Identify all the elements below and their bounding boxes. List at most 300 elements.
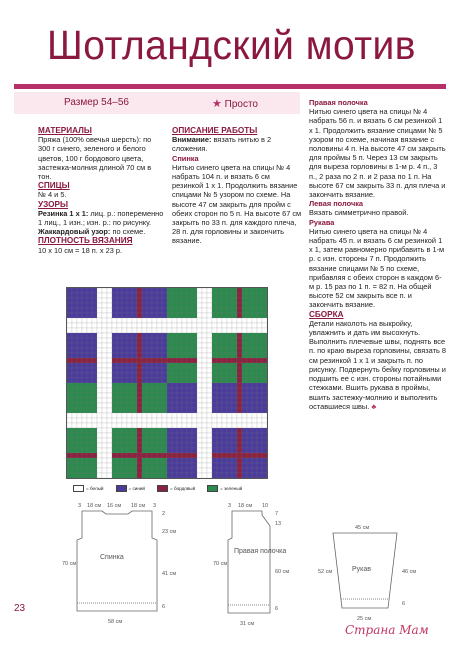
chart-cell bbox=[167, 358, 172, 363]
chart-cell bbox=[92, 403, 97, 408]
chart-cell bbox=[127, 303, 132, 308]
chart-cell bbox=[187, 453, 192, 458]
chart-cell bbox=[112, 428, 117, 433]
chart-cell bbox=[222, 453, 227, 458]
fronts-column bbox=[309, 98, 446, 411]
chart-cell bbox=[92, 373, 97, 378]
chart-cell bbox=[102, 393, 107, 398]
chart-cell bbox=[117, 338, 122, 343]
chart-cell bbox=[227, 348, 232, 353]
title-divider bbox=[14, 84, 446, 89]
chart-cell bbox=[252, 448, 257, 453]
chart-cell bbox=[212, 288, 217, 293]
chart-cell bbox=[127, 423, 132, 428]
chart-cell bbox=[87, 348, 92, 353]
chart-cell bbox=[212, 333, 217, 338]
chart-cell bbox=[172, 348, 177, 353]
chart-cell bbox=[137, 358, 142, 363]
chart-cell bbox=[207, 363, 212, 368]
chart-cell bbox=[167, 463, 172, 468]
chart-cell bbox=[117, 328, 122, 333]
chart-cell bbox=[237, 363, 242, 368]
chart-cell bbox=[167, 443, 172, 448]
chart-cell bbox=[177, 438, 182, 443]
chart-cell bbox=[247, 433, 252, 438]
chart-cell bbox=[172, 368, 177, 373]
chart-cell bbox=[147, 313, 152, 318]
chart-cell bbox=[97, 308, 102, 313]
legend-swatch-burgundy bbox=[157, 485, 168, 492]
legend-swatch-green bbox=[207, 485, 218, 492]
chart-cell bbox=[217, 303, 222, 308]
chart-cell bbox=[92, 388, 97, 393]
chart-cell bbox=[72, 293, 77, 298]
chart-cell bbox=[242, 363, 247, 368]
chart-cell bbox=[207, 358, 212, 363]
chart-cell bbox=[262, 468, 267, 473]
chart-cell bbox=[177, 468, 182, 473]
chart-cell bbox=[157, 408, 162, 413]
chart-cell bbox=[147, 438, 152, 443]
chart-cell bbox=[122, 473, 127, 478]
chart-cell bbox=[92, 338, 97, 343]
chart-cell bbox=[197, 358, 202, 363]
chart-cell bbox=[187, 398, 192, 403]
chart-cell bbox=[102, 363, 107, 368]
chart-cell bbox=[117, 373, 122, 378]
chart-cell bbox=[242, 448, 247, 453]
chart-cell bbox=[257, 328, 262, 333]
chart-cell bbox=[262, 473, 267, 478]
chart-cell bbox=[222, 288, 227, 293]
chart-cell bbox=[117, 378, 122, 383]
chart-cell bbox=[67, 308, 72, 313]
chart-cell bbox=[67, 358, 72, 363]
chart-cell bbox=[177, 458, 182, 463]
chart-cell bbox=[237, 393, 242, 398]
chart-cell bbox=[227, 368, 232, 373]
chart-cell bbox=[192, 318, 197, 323]
chart-cell bbox=[82, 463, 87, 468]
chart-cell bbox=[127, 453, 132, 458]
chart-cell bbox=[132, 298, 137, 303]
chart-cell bbox=[197, 363, 202, 368]
chart-cell bbox=[232, 438, 237, 443]
chart-cell bbox=[167, 348, 172, 353]
chart-cell bbox=[162, 423, 167, 428]
front-top-dim-3: 10 bbox=[262, 503, 269, 509]
chart-cell bbox=[132, 413, 137, 418]
chart-cell bbox=[117, 303, 122, 308]
chart-cell bbox=[77, 453, 82, 458]
chart-cell bbox=[197, 438, 202, 443]
chart-cell bbox=[152, 428, 157, 433]
chart-cell bbox=[87, 413, 92, 418]
chart-cell bbox=[147, 388, 152, 393]
chart-cell bbox=[257, 368, 262, 373]
chart-cell bbox=[72, 433, 77, 438]
chart-cell bbox=[107, 383, 112, 388]
chart-cell bbox=[257, 343, 262, 348]
chart-cell bbox=[77, 313, 82, 318]
chart-cell bbox=[262, 418, 267, 423]
chart-cell bbox=[217, 388, 222, 393]
chart-cell bbox=[127, 458, 132, 463]
chart-cell bbox=[242, 338, 247, 343]
chart-cell bbox=[127, 388, 132, 393]
legend-item-green: = зеленый bbox=[207, 485, 242, 492]
chart-cell bbox=[247, 418, 252, 423]
chart-cell bbox=[72, 463, 77, 468]
chart-cell bbox=[167, 403, 172, 408]
chart-cell bbox=[162, 368, 167, 373]
chart-cell bbox=[97, 288, 102, 293]
chart-cell bbox=[157, 358, 162, 363]
chart-cell bbox=[177, 448, 182, 453]
chart-cell bbox=[157, 403, 162, 408]
chart-cell bbox=[67, 363, 72, 368]
chart-cell bbox=[247, 338, 252, 343]
chart-cell bbox=[257, 348, 262, 353]
chart-cell bbox=[212, 368, 217, 373]
chart-cell bbox=[137, 368, 142, 373]
chart-cell bbox=[117, 383, 122, 388]
chart-cell bbox=[72, 378, 77, 383]
chart-cell bbox=[122, 383, 127, 388]
chart-cell bbox=[257, 333, 262, 338]
chart-cell bbox=[127, 433, 132, 438]
chart-cell bbox=[182, 358, 187, 363]
chart-cell bbox=[77, 308, 82, 313]
chart-cell bbox=[92, 458, 97, 463]
chart-cell bbox=[132, 373, 137, 378]
chart-cell bbox=[72, 393, 77, 398]
chart-cell bbox=[117, 318, 122, 323]
chart-cell bbox=[77, 413, 82, 418]
chart-cell bbox=[162, 358, 167, 363]
chart-cell bbox=[257, 418, 262, 423]
chart-cell bbox=[152, 333, 157, 338]
chart-cell bbox=[82, 383, 87, 388]
chart-cell bbox=[142, 293, 147, 298]
chart-cell bbox=[107, 403, 112, 408]
chart-cell bbox=[122, 363, 127, 368]
chart-cell bbox=[182, 393, 187, 398]
chart-cell bbox=[87, 448, 92, 453]
chart-cell bbox=[102, 323, 107, 328]
chart-cell bbox=[102, 473, 107, 478]
chart-cell bbox=[102, 353, 107, 358]
chart-cell bbox=[77, 378, 82, 383]
chart-cell bbox=[122, 428, 127, 433]
chart-cell bbox=[172, 373, 177, 378]
chart-cell bbox=[82, 413, 87, 418]
chart-cell bbox=[167, 368, 172, 373]
chart-cell bbox=[157, 418, 162, 423]
chart-cell bbox=[252, 348, 257, 353]
chart-cell bbox=[192, 438, 197, 443]
chart-cell bbox=[97, 353, 102, 358]
chart-cell bbox=[127, 328, 132, 333]
chart-cell bbox=[112, 448, 117, 453]
chart-cell bbox=[242, 308, 247, 313]
chart-cell bbox=[202, 433, 207, 438]
chart-cell bbox=[202, 298, 207, 303]
chart-cell bbox=[222, 458, 227, 463]
chart-cell bbox=[92, 383, 97, 388]
chart-cell bbox=[217, 473, 222, 478]
chart-cell bbox=[202, 448, 207, 453]
chart-cell bbox=[147, 328, 152, 333]
chart-cell bbox=[92, 353, 97, 358]
chart-cell bbox=[97, 383, 102, 388]
chart-cell bbox=[172, 468, 177, 473]
chart-cell bbox=[117, 403, 122, 408]
chart-cell bbox=[247, 303, 252, 308]
chart-cell bbox=[237, 423, 242, 428]
chart-cell bbox=[137, 308, 142, 313]
chart-cell bbox=[182, 448, 187, 453]
chart-cell bbox=[102, 313, 107, 318]
chart-cell bbox=[152, 413, 157, 418]
chart-cell bbox=[207, 433, 212, 438]
chart-cell bbox=[187, 338, 192, 343]
chart-cell bbox=[97, 323, 102, 328]
chart-cell bbox=[92, 398, 97, 403]
chart-cell bbox=[92, 448, 97, 453]
chart-cell bbox=[72, 338, 77, 343]
chart-cell bbox=[67, 443, 72, 448]
chart-cell bbox=[137, 423, 142, 428]
chart-cell bbox=[152, 353, 157, 358]
chart-cell bbox=[257, 358, 262, 363]
chart-cell bbox=[227, 418, 232, 423]
chart-cell bbox=[92, 413, 97, 418]
chart-cell bbox=[247, 298, 252, 303]
chart-cell bbox=[232, 433, 237, 438]
chart-cell bbox=[117, 298, 122, 303]
chart-cell bbox=[67, 473, 72, 478]
chart-cell bbox=[137, 288, 142, 293]
chart-cell bbox=[232, 358, 237, 363]
chart-cell bbox=[147, 433, 152, 438]
chart-cell bbox=[87, 393, 92, 398]
needles-text: № 4 и 5. bbox=[38, 190, 67, 200]
chart-cell bbox=[202, 288, 207, 293]
chart-cell bbox=[82, 423, 87, 428]
chart-cell bbox=[67, 353, 72, 358]
chart-cell bbox=[177, 453, 182, 458]
description-column bbox=[172, 126, 302, 246]
chart-cell bbox=[157, 333, 162, 338]
chart-cell bbox=[222, 293, 227, 298]
chart-cell bbox=[87, 463, 92, 468]
chart-cell bbox=[217, 373, 222, 378]
chart-cell bbox=[147, 413, 152, 418]
chart-cell bbox=[127, 308, 132, 313]
chart-cell bbox=[137, 448, 142, 453]
chart-cell bbox=[197, 323, 202, 328]
chart-cell bbox=[72, 318, 77, 323]
chart-cell bbox=[102, 373, 107, 378]
chart-cell bbox=[227, 408, 232, 413]
chart-cell bbox=[122, 458, 127, 463]
chart-cell bbox=[247, 398, 252, 403]
chart-cell bbox=[227, 363, 232, 368]
chart-cell bbox=[237, 468, 242, 473]
chart-cell bbox=[92, 313, 97, 318]
chart-cell bbox=[232, 323, 237, 328]
chart-cell bbox=[232, 288, 237, 293]
chart-cell bbox=[177, 368, 182, 373]
back-top-dim-2: 18 см bbox=[87, 503, 102, 509]
chart-cell bbox=[127, 298, 132, 303]
chart-cell bbox=[192, 413, 197, 418]
chart-cell bbox=[202, 423, 207, 428]
chart-cell bbox=[162, 443, 167, 448]
chart-cell bbox=[167, 453, 172, 458]
chart-cell bbox=[122, 318, 127, 323]
chart-cell bbox=[172, 393, 177, 398]
chart-cell bbox=[107, 438, 112, 443]
chart-cell bbox=[122, 298, 127, 303]
chart-cell bbox=[82, 418, 87, 423]
chart-cell bbox=[67, 288, 72, 293]
chart-cell bbox=[217, 383, 222, 388]
chart-cell bbox=[72, 443, 77, 448]
chart-cell bbox=[72, 388, 77, 393]
chart-cell bbox=[262, 413, 267, 418]
chart-cell bbox=[212, 293, 217, 298]
chart-cell bbox=[252, 293, 257, 298]
chart-cell bbox=[167, 343, 172, 348]
chart-cell bbox=[112, 303, 117, 308]
chart-cell bbox=[262, 343, 267, 348]
chart-cell bbox=[227, 298, 232, 303]
chart-cell bbox=[157, 383, 162, 388]
chart-cell bbox=[92, 363, 97, 368]
chart-cell bbox=[157, 328, 162, 333]
chart-cell bbox=[257, 308, 262, 313]
chart-cell bbox=[222, 308, 227, 313]
chart-cell bbox=[207, 448, 212, 453]
chart-cell bbox=[87, 453, 92, 458]
chart-cell bbox=[137, 463, 142, 468]
chart-cell bbox=[192, 443, 197, 448]
chart-cell bbox=[192, 468, 197, 473]
chart-cell bbox=[122, 413, 127, 418]
chart-cell bbox=[172, 418, 177, 423]
chart-cell bbox=[152, 453, 157, 458]
chart-cell bbox=[112, 318, 117, 323]
chart-cell bbox=[262, 463, 267, 468]
chart-cell bbox=[82, 473, 87, 478]
chart-cell bbox=[222, 328, 227, 333]
chart-cell bbox=[187, 348, 192, 353]
chart-cell bbox=[177, 403, 182, 408]
chart-cell bbox=[252, 313, 257, 318]
chart-cell bbox=[252, 408, 257, 413]
chart-cell bbox=[167, 433, 172, 438]
chart-cell bbox=[237, 338, 242, 343]
chart-cell bbox=[122, 343, 127, 348]
chart-cell bbox=[202, 413, 207, 418]
chart-cell bbox=[77, 443, 82, 448]
chart-cell bbox=[247, 328, 252, 333]
chart-cell bbox=[147, 293, 152, 298]
chart-cell bbox=[257, 303, 262, 308]
assembly-text: Детали наколоть на выкройку, увлажнить и дать им высохнуть. Выполнить плечевые швы, поднять все п. по краю выреза горловины, связать 8 см резинкой 1 х 1 и закрыть п. по рисунку. Подвернуть бейку горловины и подшить ее с изн. стороны потайными стежками. Вшить рукава в проймы, вшить застежку-молнию и выполнить оставшиеся швы. ♣ bbox=[309, 318, 447, 411]
chart-cell bbox=[202, 453, 207, 458]
chart-cell bbox=[187, 303, 192, 308]
chart-cell bbox=[162, 333, 167, 338]
chart-cell bbox=[157, 338, 162, 343]
chart-cell bbox=[97, 428, 102, 433]
chart-cell bbox=[242, 298, 247, 303]
chart-cell bbox=[72, 413, 77, 418]
chart-cell bbox=[222, 338, 227, 343]
chart-cell bbox=[202, 458, 207, 463]
chart-cell bbox=[102, 468, 107, 473]
chart-cell bbox=[167, 313, 172, 318]
chart-cell bbox=[212, 403, 217, 408]
chart-cell bbox=[237, 448, 242, 453]
chart-cell bbox=[172, 428, 177, 433]
chart-cell bbox=[102, 403, 107, 408]
chart-cell bbox=[177, 398, 182, 403]
chart-cell bbox=[107, 313, 112, 318]
chart-cell bbox=[237, 353, 242, 358]
chart-cell bbox=[112, 333, 117, 338]
chart-cell bbox=[242, 323, 247, 328]
chart-cell bbox=[237, 413, 242, 418]
chart-cell bbox=[202, 358, 207, 363]
chart-cell bbox=[72, 308, 77, 313]
chart-cell bbox=[122, 338, 127, 343]
chart-cell bbox=[232, 398, 237, 403]
chart-cell bbox=[72, 298, 77, 303]
chart-cell bbox=[82, 363, 87, 368]
chart-cell bbox=[97, 398, 102, 403]
chart-cell bbox=[197, 293, 202, 298]
chart-cell bbox=[177, 463, 182, 468]
chart-cell bbox=[162, 453, 167, 458]
chart-cell bbox=[177, 388, 182, 393]
chart-cell bbox=[232, 373, 237, 378]
chart-cell bbox=[122, 368, 127, 373]
chart-cell bbox=[102, 378, 107, 383]
chart-cell bbox=[137, 403, 142, 408]
chart-cell bbox=[227, 378, 232, 383]
chart-cell bbox=[162, 373, 167, 378]
chart-cell bbox=[227, 403, 232, 408]
chart-cell bbox=[167, 423, 172, 428]
chart-cell bbox=[247, 453, 252, 458]
chart-cell bbox=[207, 403, 212, 408]
chart-cell bbox=[222, 333, 227, 338]
chart-cell bbox=[177, 443, 182, 448]
chart-cell bbox=[197, 428, 202, 433]
chart-cell bbox=[197, 343, 202, 348]
chart-cell bbox=[92, 288, 97, 293]
chart-cell bbox=[67, 453, 72, 458]
chart-cell bbox=[122, 378, 127, 383]
chart-cell bbox=[147, 418, 152, 423]
chart-cell bbox=[212, 338, 217, 343]
chart-cell bbox=[212, 413, 217, 418]
chart-cell bbox=[137, 373, 142, 378]
chart-cell bbox=[152, 388, 157, 393]
